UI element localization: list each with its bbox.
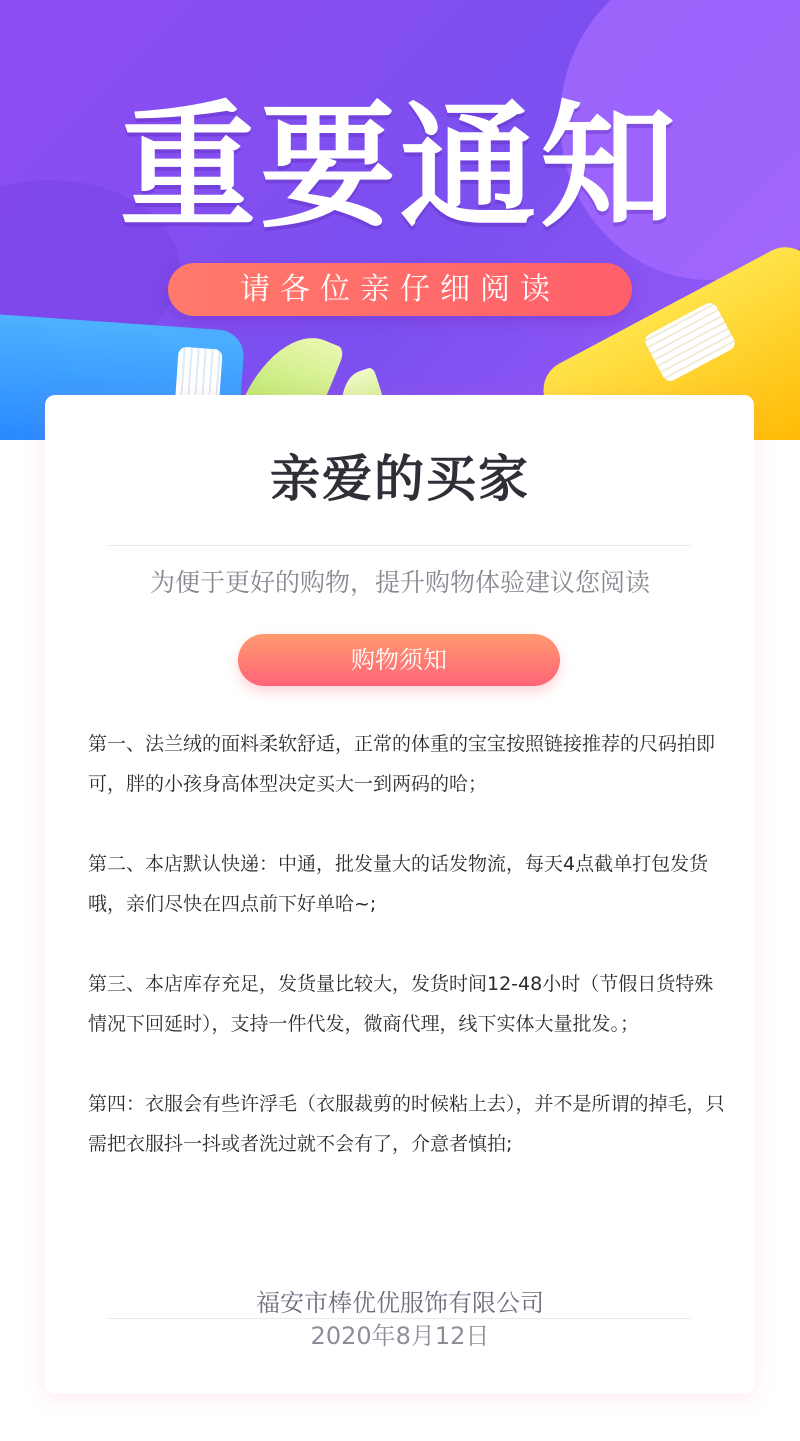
divider	[108, 545, 691, 546]
notice-paragraph-4: 第四：衣服会有些许浮毛（衣服裁剪的时候粘上去），并不是所谓的掉毛，只需把衣服抖一抖或者洗过就不会有了，介意者慎拍;	[88, 1093, 725, 1155]
page-title: 重要通知	[120, 89, 680, 247]
notice-date: 2020年8月12日	[310, 1322, 490, 1350]
company-name: 福安市棒优优服饰有限公司	[256, 1289, 544, 1317]
notice-pill: 请各位亲仔细阅读	[168, 263, 632, 316]
card-title: 亲爱的买家	[270, 450, 530, 508]
notice-paragraph-1: 第一、法兰绒的面料柔软舒适，正常的体重的宝宝按照链接推荐的尺码拍即可，胖的小孩身高体型决定买大一到两码的哈；	[88, 733, 716, 795]
hero-banner	[0, 0, 800, 440]
notice-paragraph-2: 第二、本店默认快递：中通，批发量大的话发物流，每天4点截单打包发货哦，亲们尽快在四点前下好单哈~;	[88, 853, 709, 915]
shopping-notice-button[interactable]: 购物须知	[238, 634, 560, 686]
notice-paragraph-3: 第三、本店库存充足，发货量比较大，发货时间12-48小时（节假日货特殊情况下回延时），支持一件代发，微商代理，线下实体大量批发。；	[88, 973, 714, 1035]
card-subtitle: 为便于更好的购物，提升购物体验建议您阅读	[149, 568, 650, 597]
